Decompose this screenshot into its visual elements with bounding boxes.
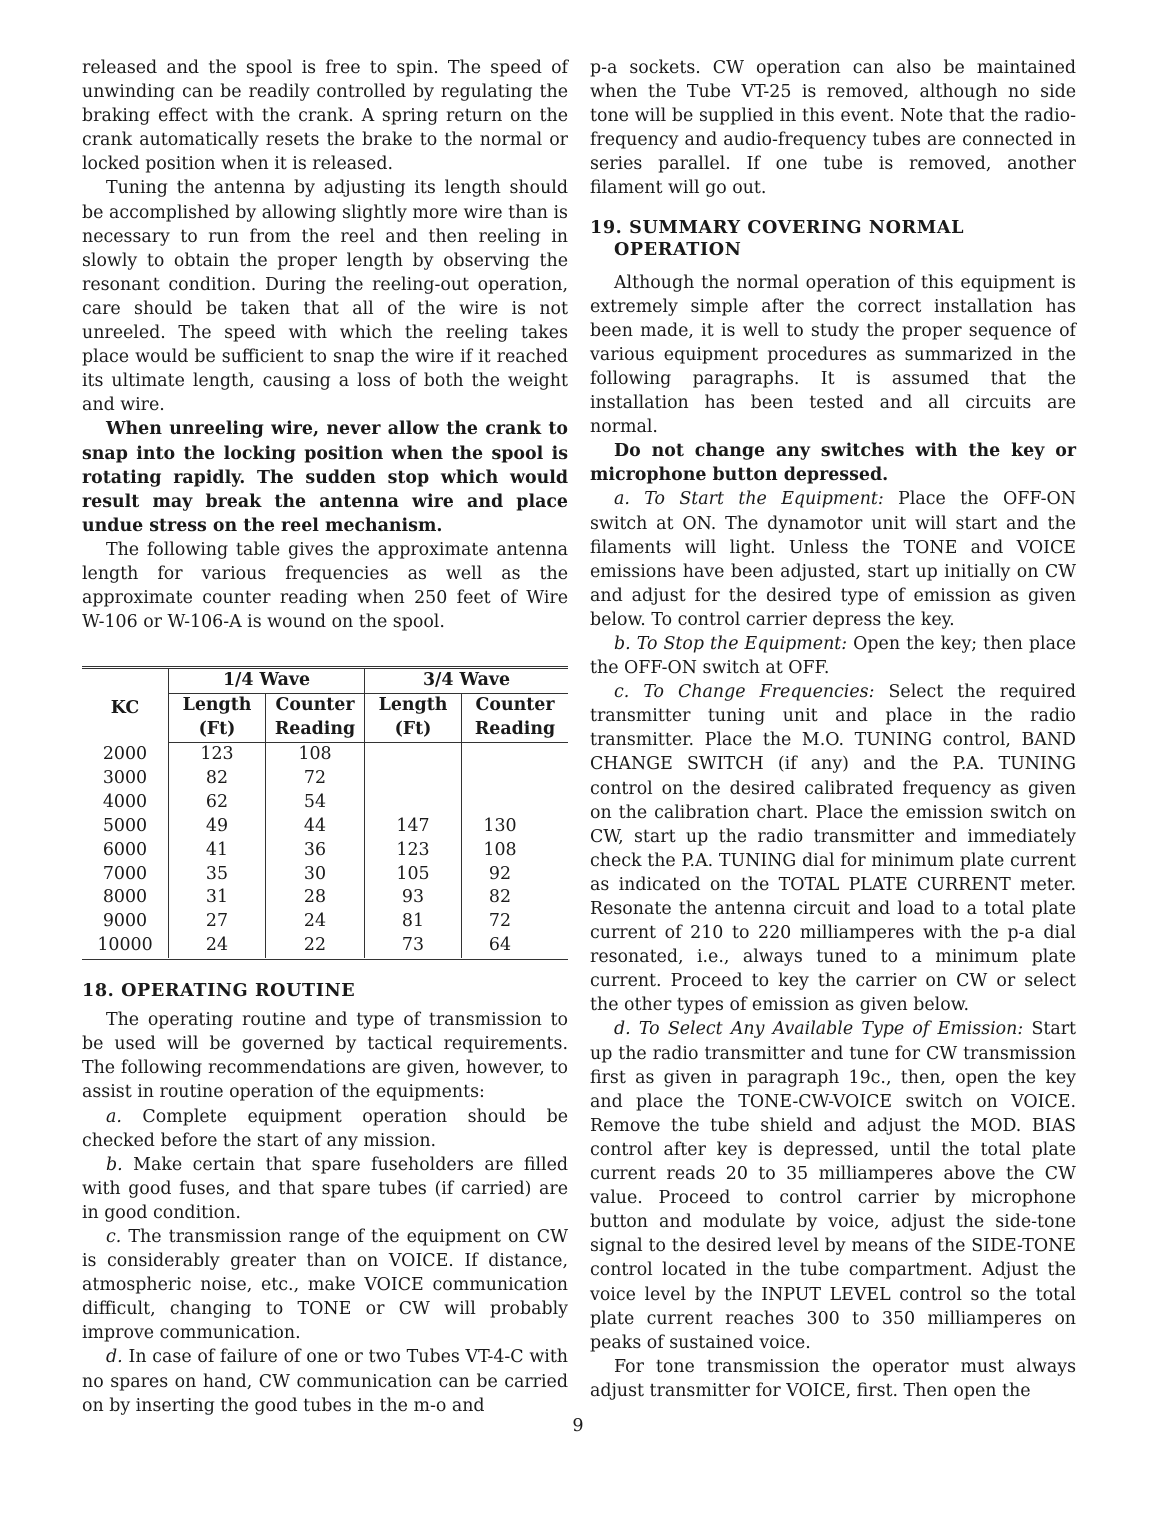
warning-paragraph: When unreeling wire, never allow the crank to snap into the locking position when the spool is rotating rapidly. The sudden stop which would result may break the antenna wire and place undue stress on the reel mechanism. bbox=[82, 419, 568, 536]
table-cell-kc: 7000 bbox=[82, 863, 169, 887]
table-cell-kc: 8000 bbox=[82, 886, 169, 910]
table-cell-q-len: 35 bbox=[169, 863, 266, 887]
paragraph: Although the normal operation of this equipment is extremely simple after the correct installation has been made, it is well to study the proper sequence of various equipment procedures as summarized in the following paragraphs. It is assumed that the installation has been tested and all circuits are normal. bbox=[590, 272, 1076, 438]
list-item-c: c. The transmission range of the equipment on CW is considerably greater than on VOICE. If distance, atmospheric noise, etc., make VOICE communication difficult, changing to TONE or CW will probably improve communication. bbox=[82, 1226, 568, 1344]
table-row bbox=[82, 791, 568, 815]
paragraph: The following table gives the approximate antenna length for various frequencies as well as the approximate counter reading when 250 feet of Wire W-106 or W-106-A is wound on the spool. bbox=[82, 539, 568, 633]
table-cell-t-len: 123 bbox=[365, 839, 462, 863]
table-cell-q-cnt: 54 bbox=[266, 791, 365, 815]
table-cell-t-cnt: 130 bbox=[483, 815, 517, 836]
table-cell-q-len: 123 bbox=[169, 742, 266, 766]
table-cell-kc: 5000 bbox=[82, 815, 169, 839]
table-header-quarter-wave: 1/4 Wave bbox=[169, 668, 365, 694]
table-header-ft: (Ft) bbox=[365, 718, 462, 742]
table-header-three-quarter-wave: 3/4 Wave bbox=[365, 668, 569, 694]
table-cell-q-len: 24 bbox=[169, 934, 266, 958]
table-header-length: Length bbox=[365, 694, 462, 718]
page-number: 9 bbox=[572, 1416, 584, 1436]
table-cell-t-len: 105 bbox=[365, 863, 462, 887]
table-body bbox=[82, 742, 568, 958]
table-row bbox=[82, 742, 568, 766]
table-cell-t-len bbox=[365, 742, 462, 766]
table-cell-kc: 10000 bbox=[82, 934, 169, 958]
table-row bbox=[82, 886, 568, 910]
table-cell-t-len: 147 bbox=[365, 815, 462, 839]
table-cell-q-cnt: 44 bbox=[266, 815, 365, 839]
table-cell-q-len: 41 bbox=[169, 839, 266, 863]
table-cell-q-cnt: 36 bbox=[266, 839, 365, 863]
table-row bbox=[82, 910, 568, 934]
right-column bbox=[590, 56, 1076, 1403]
table-cell-q-cnt: 72 bbox=[266, 767, 365, 791]
table-cell-q-len: 49 bbox=[169, 815, 266, 839]
list-item-d: d. To Select Any Available Type of Emission: Start up the radio transmitter and tune for CW transmission first as given in paragraph 19c., then, open the key and place the TONE-CW-VOICE switch on VOICE. Remove the tube shield and adjust the MOD. BIAS control after key is depressed, until the total plate current reads 20 to 35 milliamperes above the CW value. Proceed to control carrier by microphone button and modulate by voice, adjust the side-tone signal to the desired level by means of the SIDE-TONE control located in the tube compartment. Adjust the voice level by the INPUT LEVEL control so the total plate current reaches 300 to 350 milliamperes on peaks of sustained voice. bbox=[590, 1019, 1077, 1353]
table-cell-kc: 2000 bbox=[82, 742, 169, 766]
table-row bbox=[82, 839, 568, 863]
table-cell-kc: 4000 bbox=[82, 791, 169, 815]
table-cell-t-cnt bbox=[462, 791, 569, 815]
table-header-reading: Reading bbox=[266, 718, 365, 742]
section-heading-18: 18. OPERATING ROUTINE bbox=[82, 980, 356, 1002]
section-heading-19: 19. SUMMARY COVERING NORMAL OPERATION bbox=[590, 216, 965, 260]
table-cell-q-cnt: 108 bbox=[266, 742, 365, 766]
table-cell-q-cnt: 28 bbox=[266, 886, 365, 910]
table-header-counter: Counter bbox=[475, 695, 555, 716]
table-header-length: Length bbox=[169, 694, 266, 718]
table-cell-kc: 6000 bbox=[82, 839, 169, 863]
table-cell-q-len: 31 bbox=[169, 886, 266, 910]
list-item-b: b. Make certain that spare fuseholders are filled with good fuses, and that spare tubes (if carried) are in good condition. bbox=[82, 1154, 568, 1223]
table-cell-q-len: 27 bbox=[169, 910, 266, 934]
table-cell-q-len: 62 bbox=[169, 791, 266, 815]
table-row bbox=[82, 863, 568, 887]
table-cell-t-cnt: 82 bbox=[488, 887, 512, 908]
list-item-a: a. To Start the Equipment: Place the OFF-ON switch at ON. The dynamotor unit will start and the filaments will light. Unless the TONE and VOICE emissions have been adjusted, start up initially on CW and adjust for the desired type of emission as given below. To control carrier depress the key. bbox=[590, 489, 1076, 630]
paragraph: released and the spool is free to spin. The speed of unwinding can be readily controlled by regulating the braking effect with the crank. A spring return on the crank automatically resets the brake to the normal or locked position when it is released. bbox=[82, 58, 568, 175]
table-cell-kc: 9000 bbox=[82, 910, 169, 934]
table-cell-q-cnt: 30 bbox=[266, 863, 365, 887]
table-row bbox=[82, 934, 568, 958]
paragraph: For tone transmission the operator must always adjust transmitter for VOICE, first. Then open the bbox=[590, 1356, 1076, 1401]
table-cell-t-cnt: 72 bbox=[488, 911, 512, 932]
table-cell-q-cnt: 24 bbox=[266, 910, 365, 934]
table-cell-t-len: 93 bbox=[365, 886, 462, 910]
table-cell-t-cnt bbox=[462, 767, 569, 791]
list-item-b: b. To Stop the Equipment: Open the key; then place the OFF-ON switch at OFF. bbox=[590, 633, 1077, 679]
table-cell-t-len bbox=[365, 791, 462, 815]
paragraph: p-a sockets. CW operation can also be maintained when the Tube VT-25 is removed, although no side tone will be supplied in this event. Note that the radio-frequency and audio-frequency tubes are connected in series parallel. If one tube is removed, another filament will go out. bbox=[590, 58, 1076, 199]
table-header-counter: Counter bbox=[266, 694, 365, 718]
table-header-reading: Reading bbox=[462, 718, 569, 742]
paragraph: Tuning the antenna by adjusting its length should be accomplished by allowing slightly more wire than is necessary to run from the reel and then reeling in slowly to obtain the proper length by observing the resonant condition. During the reeling-out operation, care should be taken that all of the wire is not unreeled. The speed with which the reeling takes place would be sufficient to snap the wire if it reached its ultimate length, causing a loss of both the weight and wire. bbox=[82, 178, 568, 416]
table-cell-q-len: 82 bbox=[169, 767, 266, 791]
warning-paragraph: Do not change any switches with the key or microphone button depressed. bbox=[590, 441, 1076, 486]
table-bottom-rule bbox=[82, 959, 568, 960]
table-header-kc: KC bbox=[82, 668, 169, 743]
paragraph: The operating routine and type of transmission to be used will be governed by tactical requirements. The following recommendations are given, however, to assist in routine operation of the equipments: bbox=[82, 1010, 568, 1103]
table-cell-t-cnt bbox=[462, 742, 569, 766]
table-row bbox=[82, 815, 568, 839]
list-item-d: d. In case of failure of one or two Tubes VT-4-C with no spares on hand, CW communication can be carried on by inserting the good tubes in the m-o and bbox=[82, 1347, 569, 1416]
table-header-ft: (Ft) bbox=[169, 718, 266, 742]
table-cell-t-len: 73 bbox=[365, 934, 462, 958]
table-cell-t-len: 81 bbox=[365, 910, 462, 934]
table-row bbox=[82, 767, 568, 791]
table-cell-t-cnt: 108 bbox=[483, 839, 517, 860]
list-item-a: a. Complete equipment operation should be checked before the start of any mission. bbox=[82, 1106, 568, 1151]
table-cell-kc: 3000 bbox=[82, 767, 169, 791]
antenna-length-table bbox=[82, 666, 568, 958]
list-item-c: c. To Change Frequencies: Select the required transmitter tuning unit and place in the radio transmitter. Place the M.O. TUNING control, BAND CHANGE SWITCH (if any) and the P.A. TUNING control on the desired calibrated frequency as given on the calibration chart. Place the emission switch on CW, start up the radio transmitter and immediately check the P.A. TUNING dial for minimum plate current as indicated on the TOTAL PLATE CURRENT meter. Resonate the antenna circuit and load to a total plate current of 210 to 220 milliamperes with the p-a dial resonated, i.e., always tuned to a minimum plate current. Proceed to key the carrier on CW or select the other types of emission as given below. bbox=[590, 682, 1077, 1016]
left-column bbox=[82, 56, 568, 1418]
table-cell-t-cnt: 64 bbox=[488, 935, 512, 956]
table-cell-q-cnt: 22 bbox=[266, 934, 365, 958]
table-cell-t-cnt: 92 bbox=[488, 863, 512, 884]
table-cell-t-len bbox=[365, 767, 462, 791]
